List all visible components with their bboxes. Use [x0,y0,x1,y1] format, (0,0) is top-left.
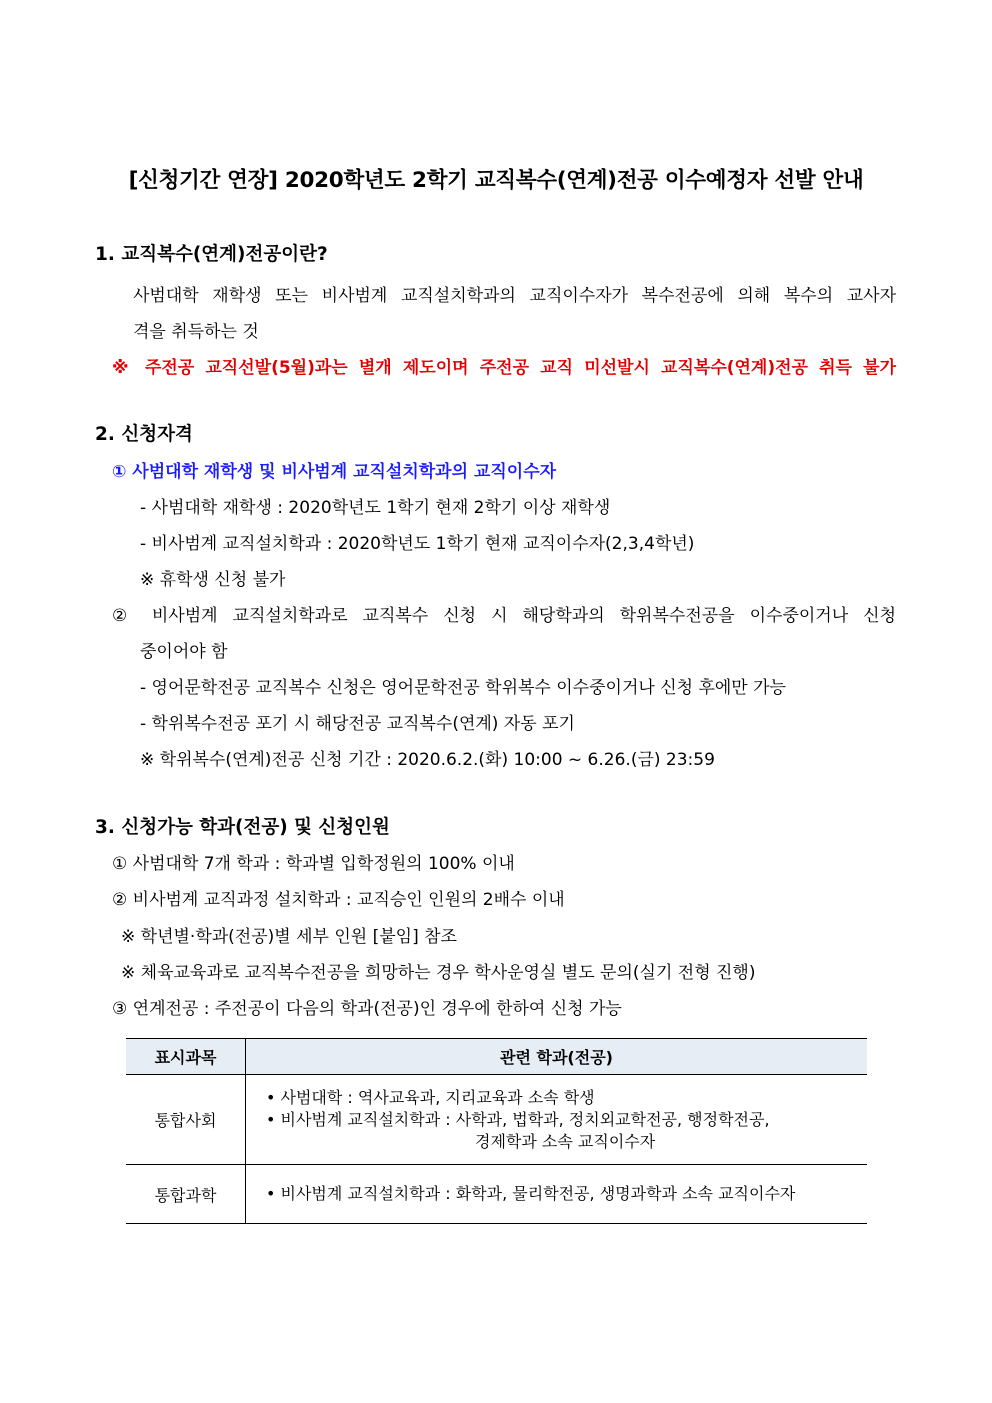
section2-item2-line2: 중이어야 함 [140,642,228,662]
section3-item1: ① 사범대학 7개 학과 : 학과별 입학정원의 100% 이내 [112,854,515,874]
section2-item2-sub1: - 영어문학전공 교직복수 신청은 영어문학전공 학위복수 이수중이거나 신청 후에만 가능 [140,678,786,698]
section1-description-line1: 사범대학 재학생 또는 비사범계 교직설치학과의 교직이수자가 복수전공에 의해 복수의 교사자 [133,286,896,306]
table-bullet-line: • 비사범계 교직설치학과 : 화학과, 물리학전공, 생명과학과 소속 교직이수자 [266,1184,796,1203]
table-header-subject: 표시과목 [126,1039,246,1075]
section2-item2-sub2: - 학위복수전공 포기 시 해당전공 교직복수(연계) 자동 포기 [140,714,575,734]
section2-item1: ① 사범대학 재학생 및 비사범계 교직설치학과의 교직이수자 [112,462,557,482]
table-cell-departments [246,1075,868,1165]
table-row [126,1165,867,1224]
table-bullet-line: • 비사범계 교직설치학과 : 사학과, 법학과, 정치외교학전공, 행정학전공, [266,1109,770,1129]
table-header-departments: 관련 학과(전공) [246,1039,868,1075]
document-title: [신청기간 연장] 2020학년도 2학기 교직복수(연계)전공 이수예정자 선발 안내 [128,168,864,193]
section1-notice: ※ 주전공 교직선발(5월)과는 별개 제도이며 주전공 교직 미선발시 교직복수(연계)전공 취득 불가 [112,358,896,378]
section3-note1: ※ 학년별·학과(전공)별 세부 인원 [붙임] 참조 [121,927,457,947]
table-bullet-line: • 사범대학 : 역사교육과, 지리교육과 소속 학생 [266,1087,595,1107]
section2-item2-note: ※ 학위복수(연계)전공 신청 기간 : 2020.6.2.(화) 10:00 ~ 6.26.(금) 23:59 [140,750,715,770]
table-header-row [126,1039,867,1075]
section3-item3: ③ 연계전공 : 주전공이 다음의 학과(전공)인 경우에 한하여 신청 가능 [112,999,622,1019]
section1-description-line2: 격을 취득하는 것 [133,322,259,342]
section3-heading: 3. 신청가능 학과(전공) 및 신청인원 [95,817,390,838]
section1-heading: 1. 교직복수(연계)전공이란? [95,244,328,265]
section3-item2: ② 비사범계 교직과정 설치학과 : 교직승인 인원의 2배수 이내 [112,890,565,910]
linked-major-table [126,1038,867,1224]
table-bullet-continuation: 경제학과 소속 교직이수자 [475,1131,656,1151]
table-cell-subject: 통합사회 [126,1075,246,1165]
section3-note2: ※ 체육교육과로 교직복수전공을 희망하는 경우 학사운영실 별도 문의(실기 전형 진행) [121,963,756,983]
table-cell-departments [246,1165,868,1224]
table-cell-subject: 통합과학 [126,1165,246,1224]
section2-item1-sub1: - 사범대학 재학생 : 2020학년도 1학기 현재 2학기 이상 재학생 [140,498,611,518]
section2-item2-line1: ② 비사범계 교직설치학과로 교직복수 신청 시 해당학과의 학위복수전공을 이수중이거나 신청 [112,606,896,626]
section2-item1-note: ※ 휴학생 신청 불가 [140,570,286,590]
section2-item1-sub2: - 비사범계 교직설치학과 : 2020학년도 1학기 현재 교직이수자(2,3,4학년) [140,534,695,554]
section2-heading: 2. 신청자격 [95,424,193,445]
table-row [126,1075,867,1165]
